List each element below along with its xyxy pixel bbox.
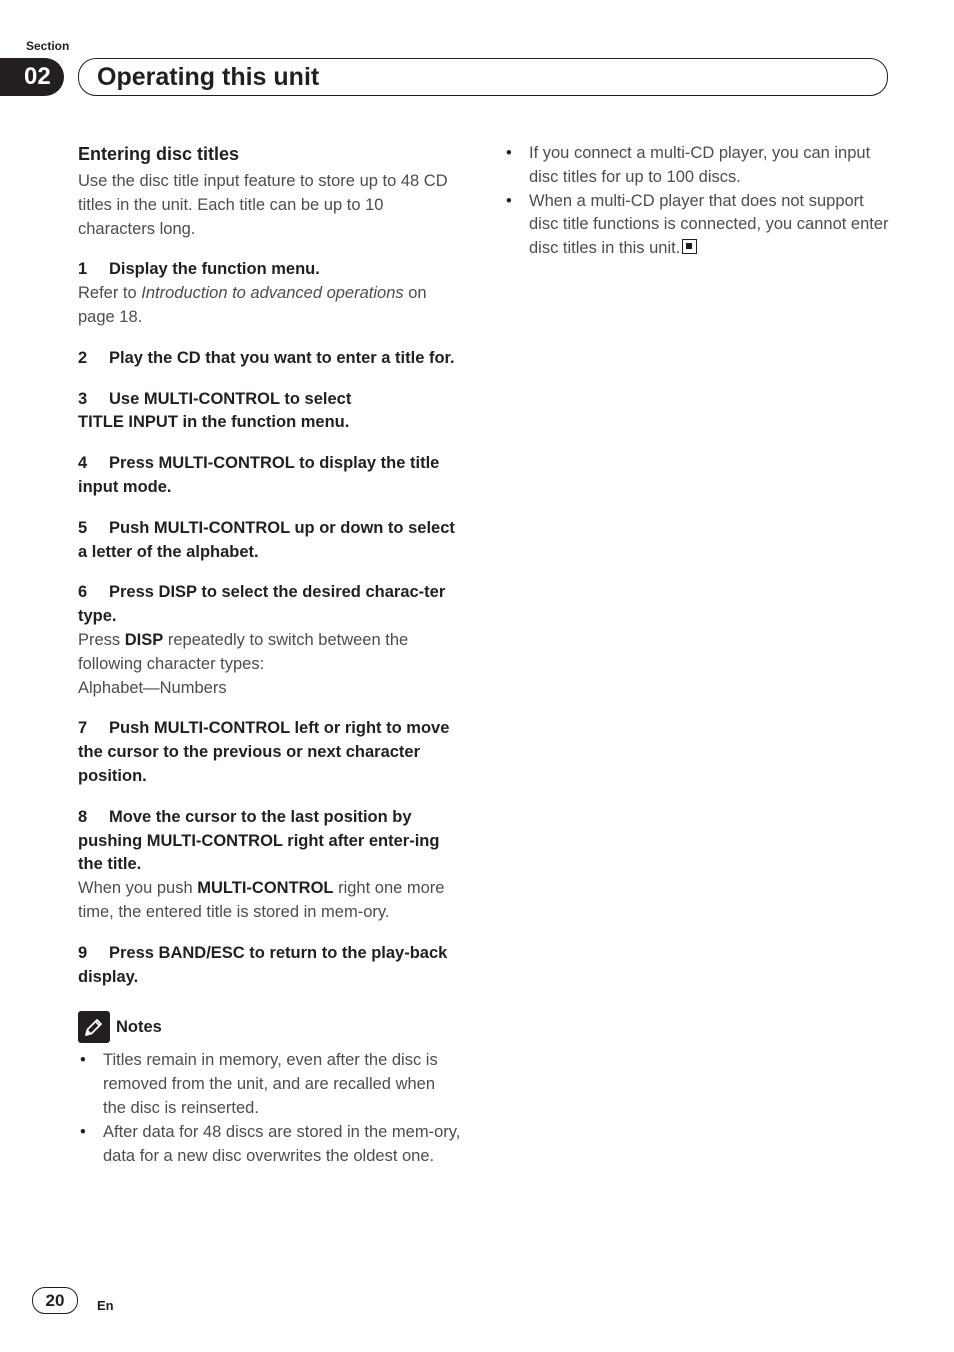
step-6 xyxy=(78,581,462,700)
step-number: 1 xyxy=(78,260,88,279)
page-number: 20 xyxy=(32,1287,78,1314)
notes-header xyxy=(78,1011,462,1043)
step-8 xyxy=(78,806,462,925)
step-title: Use MULTI-CONTROL to select xyxy=(109,389,352,408)
step-number: 5 xyxy=(78,518,88,537)
right-bullet-list xyxy=(504,142,890,261)
section-title-box xyxy=(78,58,888,96)
step-4 xyxy=(78,452,462,500)
step-number: 7 xyxy=(78,719,88,738)
step-title: Push MULTI-CONTROL up or down to select a letter of the alphabet. xyxy=(78,518,455,561)
step-2 xyxy=(78,347,462,371)
page-title: Operating this unit xyxy=(97,63,320,91)
step-title: Push MULTI-CONTROL left or right to move the cursor to the previous or next character position. xyxy=(78,719,450,785)
cross-reference: Introduction to advanced operations xyxy=(141,284,404,303)
heading-entering-disc-titles: Entering disc titles xyxy=(78,144,240,164)
step-1 xyxy=(78,258,462,329)
list-item: • When a multi-CD player that does not support disc title functions is connected, you cannot enter disc titles in this unit. xyxy=(504,190,890,261)
step-number: 2 xyxy=(78,348,88,367)
step-body: When you push MULTI-CONTROL right one more time, the entered title is stored in mem-ory. xyxy=(78,879,445,921)
step-title: Display the function menu. xyxy=(109,260,320,279)
step-body: Refer to Introduction to advanced operations on page 18. xyxy=(78,284,427,326)
step-9 xyxy=(78,942,462,990)
step-number: 9 xyxy=(78,943,88,962)
key-name: MULTI-CONTROL xyxy=(197,879,334,898)
key-name: DISP xyxy=(124,630,164,649)
step-title-line2: TITLE INPUT in the function menu. xyxy=(78,413,350,432)
end-square-icon xyxy=(682,239,697,254)
intro-paragraph: Use the disc title input feature to store up to 48 CD titles in the unit. Each title can be up to 10 characters long. xyxy=(78,172,448,238)
step-title: Play the CD that you want to enter a title for. xyxy=(109,348,455,367)
step-number: 3 xyxy=(78,389,88,408)
step-number: 8 xyxy=(78,807,88,826)
step-title: Move the cursor to the last position by pushing MULTI-CONTROL right after enter-ing the title. xyxy=(78,807,440,874)
notes-list xyxy=(78,1049,462,1168)
step-number: 4 xyxy=(78,454,88,473)
step-body: Press DISP repeatedly to switch between the following character types: Alphabet—Numbers xyxy=(78,630,409,697)
left-column xyxy=(78,142,462,1168)
step-title: Press DISP to select the desired charac-ter type. xyxy=(78,583,446,626)
step-title: Press BAND/ESC to return to the play-back display. xyxy=(78,943,448,986)
character-types: Alphabet—Numbers xyxy=(78,678,227,697)
step-5 xyxy=(78,517,462,565)
step-7 xyxy=(78,717,462,788)
section-label: Section xyxy=(26,39,70,53)
section-number-tab: 02 xyxy=(0,58,64,96)
list-item: • Titles remain in memory, even after the disc is removed from the unit, and are recalled when the disc is reinserted. xyxy=(78,1049,462,1120)
list-item: • After data for 48 discs are stored in the mem-ory, data for a new disc overwrites the oldest one. xyxy=(78,1121,462,1169)
step-3 xyxy=(78,388,462,436)
pencil-note-icon xyxy=(78,1011,110,1043)
right-column xyxy=(504,142,890,261)
step-title: Press MULTI-CONTROL to display the title input mode. xyxy=(78,454,440,496)
language-code: En xyxy=(97,1298,114,1313)
step-number: 6 xyxy=(78,583,88,602)
notes-title: Notes xyxy=(116,1017,162,1036)
list-item: • If you connect a multi-CD player, you can input disc titles for up to 100 discs. xyxy=(504,142,890,190)
